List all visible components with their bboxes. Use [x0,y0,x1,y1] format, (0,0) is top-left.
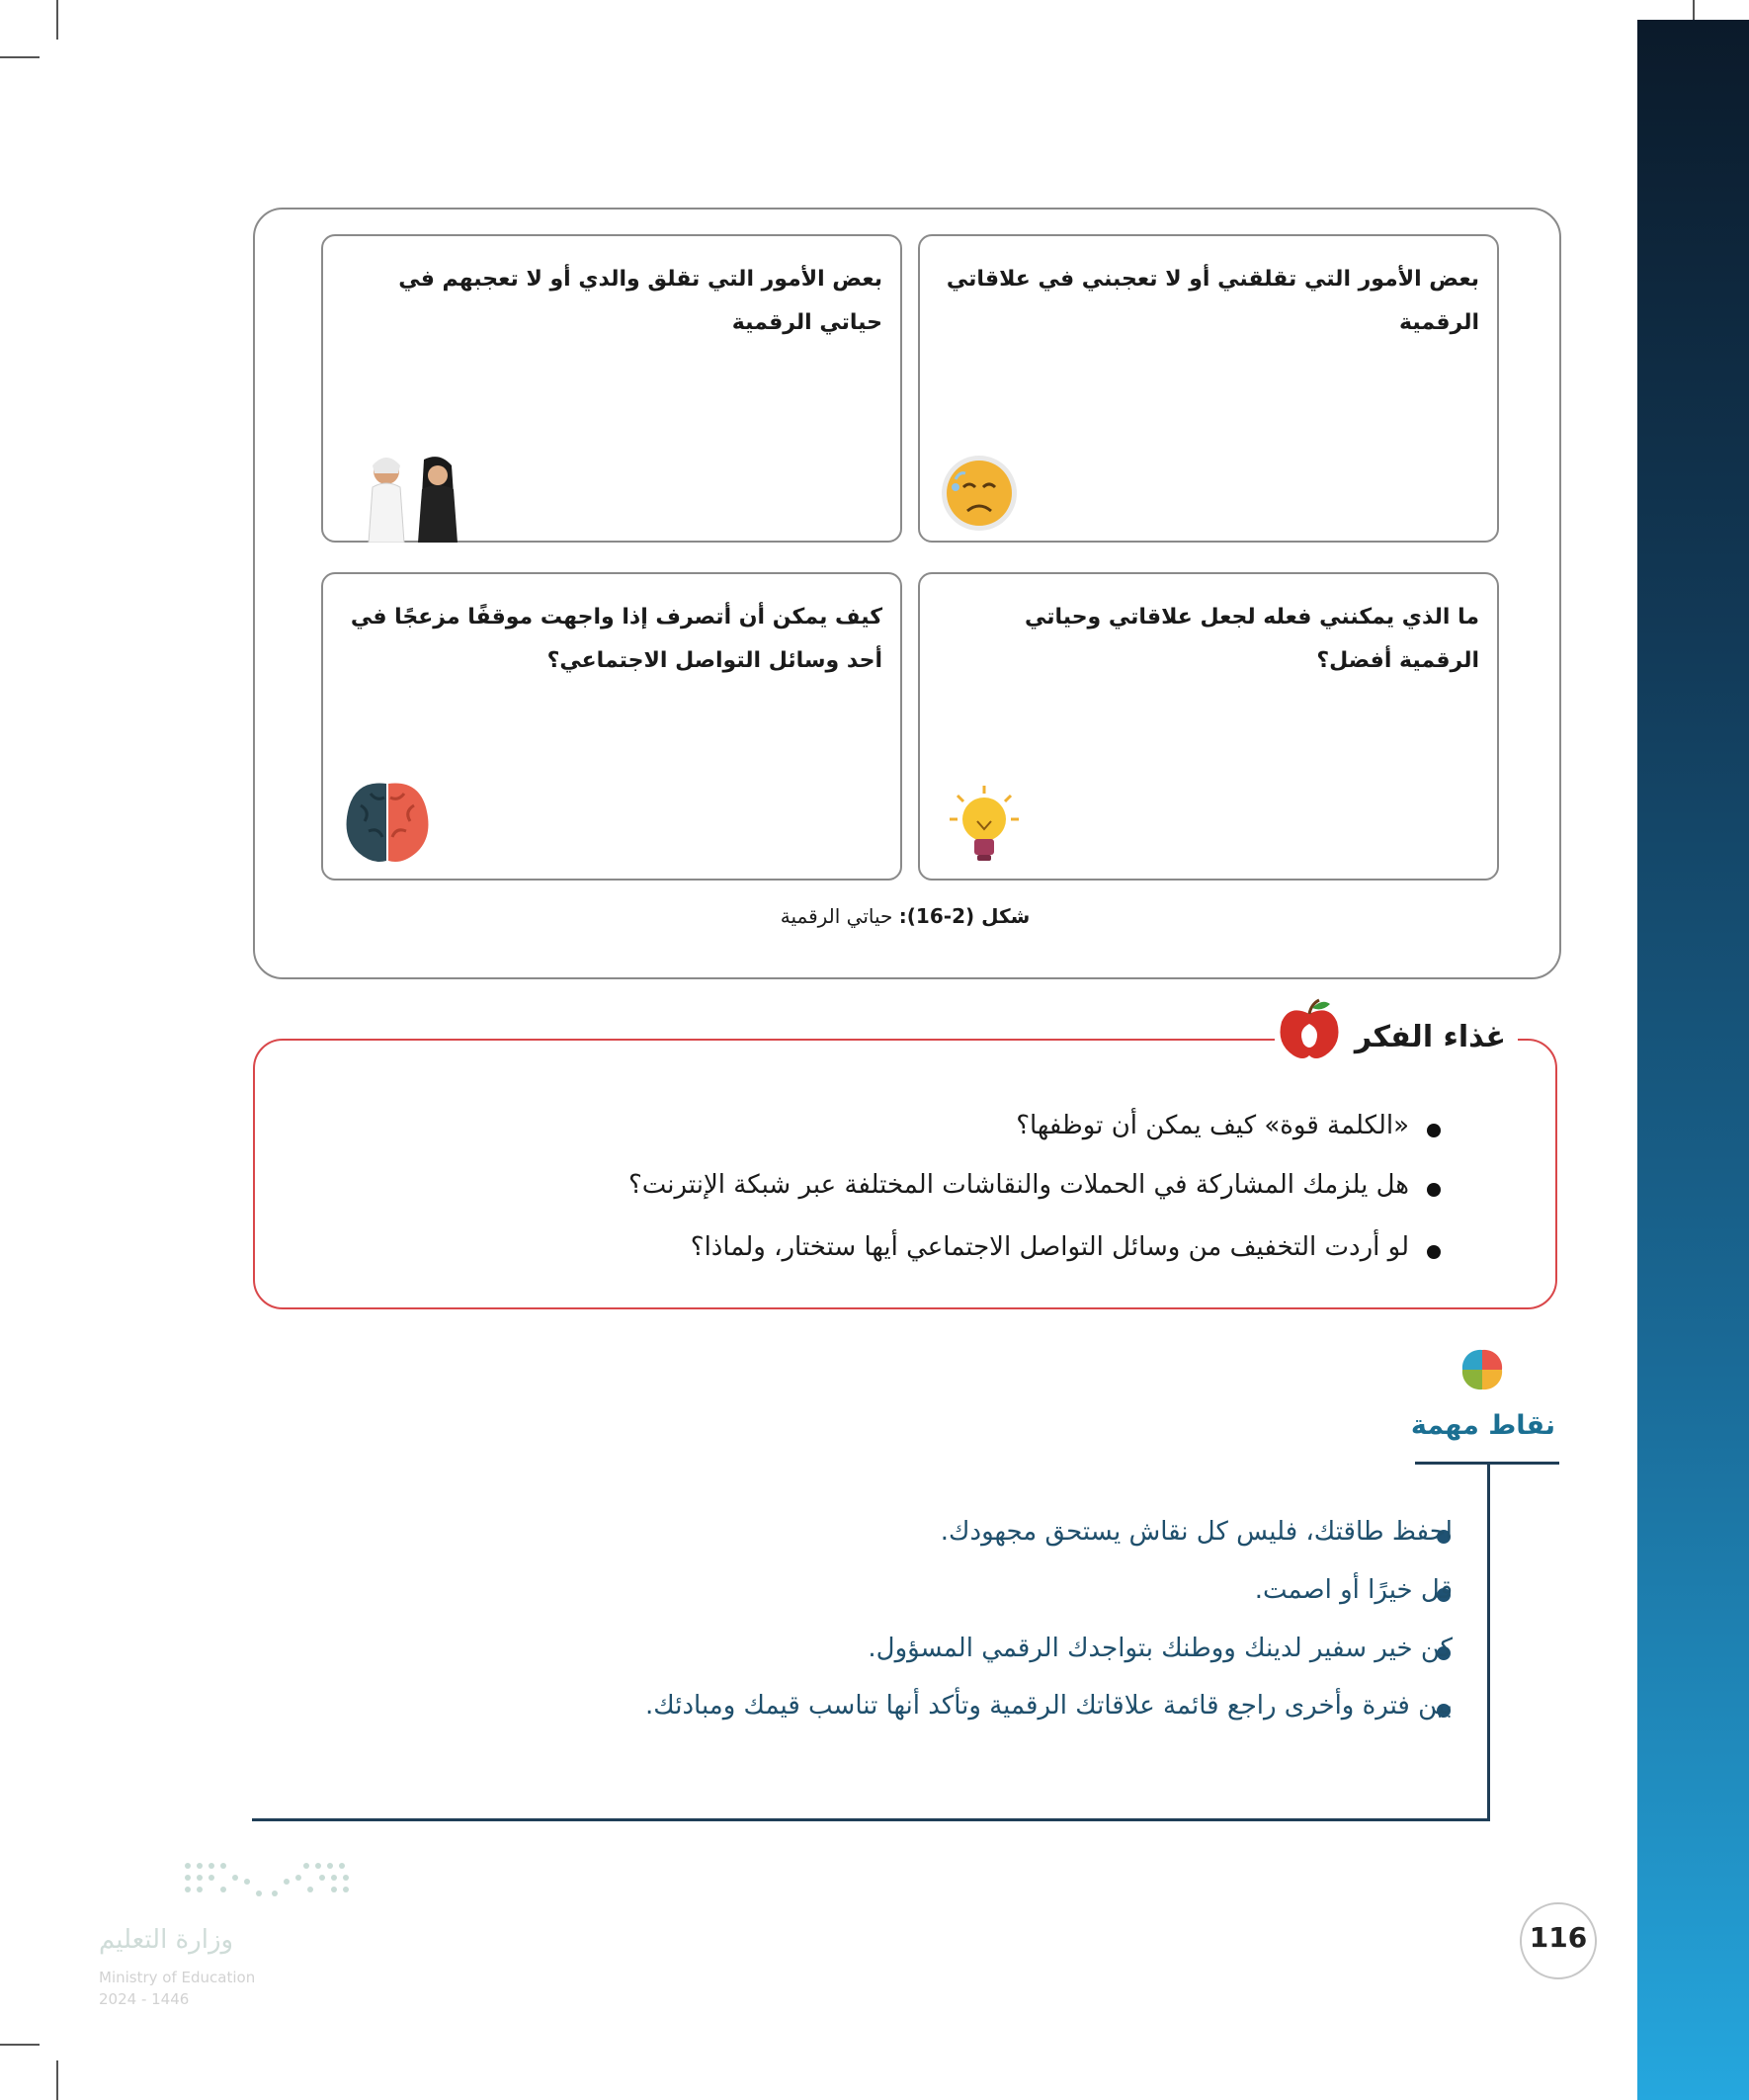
important-item: احفظ طاقتك، فليس كل نقاش يستحق مجهودك. [940,1517,1453,1547]
important-item: بين فترة وأخرى راجع قائمة علاقاتك الرقمية وتأكد أنها تناسب قيمك ومبادئك. [645,1691,1453,1721]
card-annoying-situation [321,572,902,881]
worried-face-icon [940,454,1019,533]
important-item: كن خير سفير لدينك ووطنك بتواجدك الرقمي المسؤول. [868,1634,1453,1663]
card-improve-life [918,572,1499,881]
lightbulb-icon [940,782,1029,871]
page-number: 116 [1529,1921,1588,1954]
bullet-dot [1427,1124,1441,1137]
divider [252,1818,1490,1821]
bullet-dot [1427,1183,1441,1197]
ministry-logo-icon [178,1858,356,1907]
card-text: بعض الأمور التي تقلقني أو لا تعجبني في علاقاتي الرقمية [946,267,1479,335]
apple-icon [1275,994,1344,1063]
petals-icon [1455,1342,1514,1401]
crop-mark [0,56,40,58]
divider [1487,1462,1490,1821]
bullet-dot [1427,1245,1441,1259]
parents-icon [357,452,465,543]
food-title-wrap [1275,1016,1518,1063]
crop-mark [0,2044,40,2046]
card-parents-worries [321,234,902,543]
card-worries-relationships [918,234,1499,543]
caption-text: حياتي الرقمية [780,904,893,928]
food-item: «الكلمة قوة» كيف يمكن أن توظفها؟ [1016,1111,1409,1140]
figure-caption [253,904,1557,928]
ministry-name-ar: وزارة التعليم [99,1925,234,1955]
ministry-name-en: Ministry of Education [99,1969,256,1986]
food-item: لو أردت التخفيف من وسائل التواصل الاجتماعي أيها ستختار، ولماذا؟ [690,1232,1409,1262]
crop-mark [56,0,58,40]
card-text: ما الذي يمكنني فعله لجعل علاقاتي وحياتي الرقمية أفضل؟ [1024,605,1479,673]
card-text: كيف يمكن أن أتصرف إذا واجهت موقفًا مزعجًا في أحد وسائل التواصل الاجتماعي؟ [350,605,882,673]
food-title: غذاء الفكر [1354,1020,1506,1054]
caption-label: شكل (2-16): [898,904,1031,928]
card-text: بعض الأمور التي تقلق والدي أو لا تعجبهم في حياتي الرقمية [398,267,882,335]
important-title: نقاط مهمة [1410,1410,1555,1441]
ministry-year: 2024 - 1446 [99,1990,190,2008]
brain-icon [341,776,434,869]
important-item: قل خيرًا أو اصمت. [1254,1575,1453,1605]
page-side-band [1637,20,1749,2100]
food-item: هل يلزمك المشاركة في الحملات والنقاشات المختلفة عبر شبكة الإنترنت؟ [627,1170,1409,1200]
crop-mark [56,2060,58,2100]
